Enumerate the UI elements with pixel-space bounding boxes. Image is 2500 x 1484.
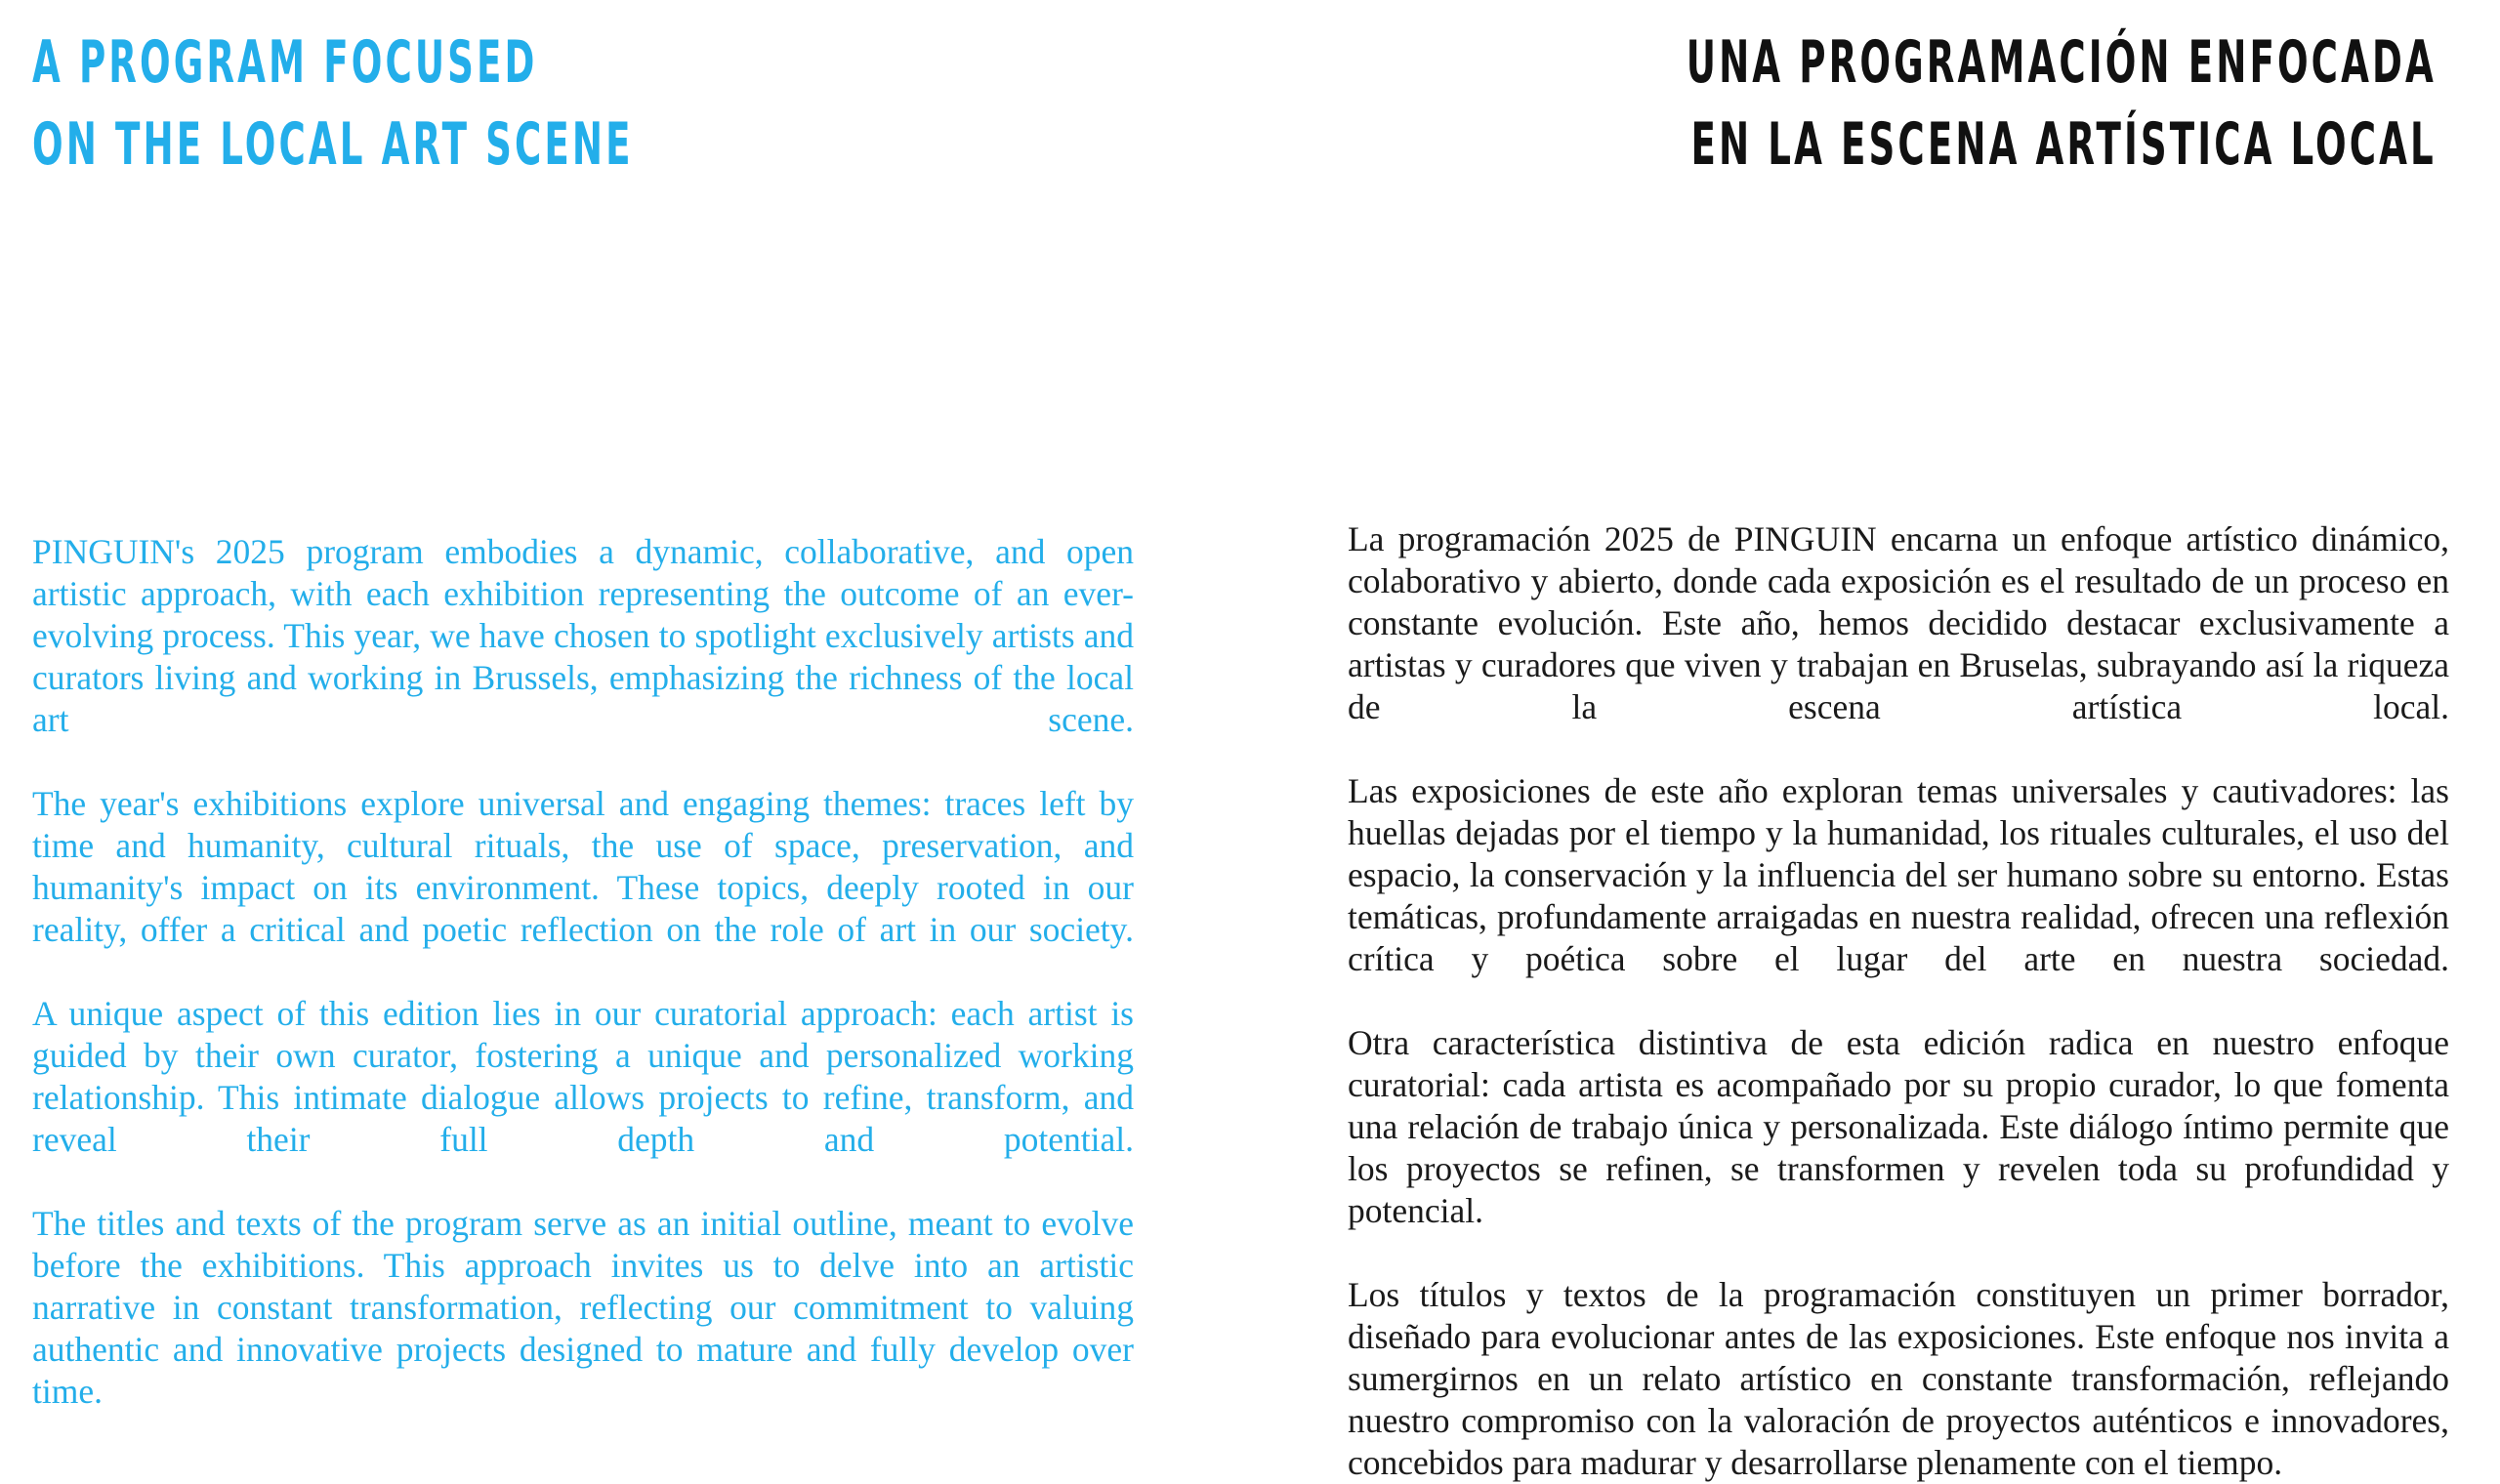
spanish-heading-line-1: UNA PROGRAMACIÓN ENFOCADA [1686, 28, 2437, 97]
spanish-paragraph-3: Otra característica distintiva de esta edición radica en nuestro enfoque curatorial: cada artista es acompañado por su propio curador, lo que fomenta una relación de trabajo única y personalizada. Este diálogo íntimo permite que los proyectos se refinen, se transformen y revelen toda su profundidad y potencial. [1348, 1023, 2449, 1230]
english-paragraph-1: PINGUIN's 2025 program embodies a dynamic, collaborative, and open artistic approach, with each exhibition representing the outcome of an ever-evolving process. This year, we have chosen to spotlight exclusively artists and curators living and working in Brussels, emphasizing the richness of the local art scene. [32, 532, 1134, 739]
spanish-heading [1687, 21, 2437, 186]
spanish-body [1348, 518, 2449, 1484]
english-paragraph-4: The titles and texts of the program serve as an initial outline, meant to evolve before the exhibitions. This approach invites us to delve into an artistic narrative in constant transformation, reflecting our commitment to valuing authentic and innovative projects designed to mature and fully develop over time. [32, 1204, 1134, 1411]
english-heading-line-1: A PROGRAM FOCUSED [32, 28, 538, 97]
english-paragraph-3: A unique aspect of this edition lies in our curatorial approach: each artist is guided by their own curator, fostering a unique and personalized working relationship. This intimate dialogue allows projects to refine, transform, and reveal their full depth and potential. [32, 994, 1134, 1159]
spanish-paragraph-2: Las exposiciones de este año exploran temas universales y cautivadores: las huellas dejadas por el tiempo y la humanidad, los rituales culturales, el uso del espacio, la conservación y la influencia del ser humano sobre su entorno. Estas temáticas, profundamente arraigadas en nuestra realidad, ofrecen una reflexión crítica y poética sobre el lugar del arte en nuestra sociedad. [1348, 771, 2449, 978]
spanish-paragraph-4: Los títulos y textos de la programación constituyen un primer borrador, diseñado para evolucionar antes de las exposiciones. Este enfoque nos invita a sumergirnos en un relato artístico en constante transformación, reflejando nuestro compromiso con la valoración de proyectos auténticos e innovadores, concebidos para madurar y desarrollarse plenamente con el tiempo. [1348, 1275, 2449, 1482]
english-body [32, 531, 1134, 1413]
spanish-heading-line-2: EN LA ESCENA ARTÍSTICA LOCAL [1690, 110, 2437, 179]
english-heading-line-2: ON THE LOCAL ART SCENE [32, 110, 634, 179]
spanish-paragraph-1: La programación 2025 de PINGUIN encarna un enfoque artístico dinámico, colaborativo y abierto, donde cada exposición es el resultado de un proceso en constante evolución. Este año, hemos decidido destacar exclusivamente a artistas y curadores que viven y trabajan en Bruselas, subrayando así la riqueza de la escena artística local. [1348, 519, 2449, 726]
english-paragraph-2: The year's exhibitions explore universal and engaging themes: traces left by time and humanity, cultural rituals, the use of space, preservation, and humanity's impact on its environment. These topics, deeply rooted in our reality, offer a critical and poetic reflection on the role of art in our society. [32, 784, 1134, 949]
english-heading [32, 21, 634, 186]
